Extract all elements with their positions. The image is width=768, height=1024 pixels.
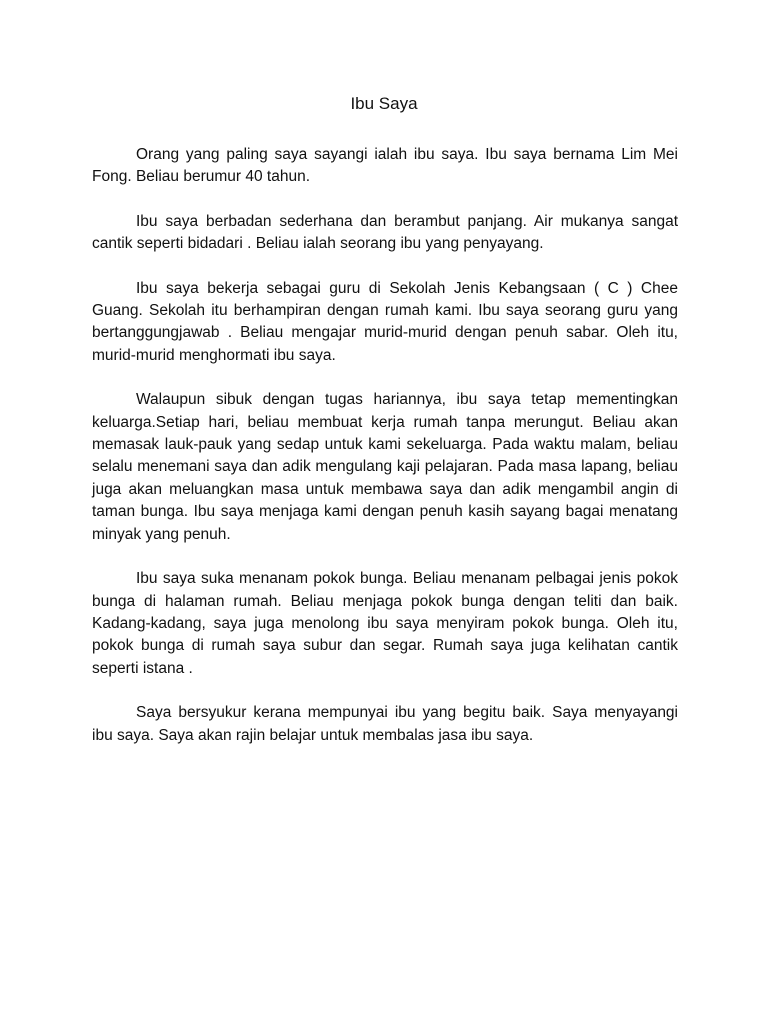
paragraph-hobby: Ibu saya suka menanam pokok bunga. Beliau menanam pelbagai jenis pokok bunga di halaman rumah. Beliau menjaga pokok bunga dengan teliti dan baik. Kadang-kadang, saya juga menolong ibu saya menyiram pokok bunga. Oleh itu, pokok bunga di rumah saya subur dan segar. Rumah saya juga kelihatan cantik seperti istana . — [92, 570, 678, 677]
paragraph-family: Walaupun sibuk dengan tugas hariannya, ibu saya tetap mementingkan keluarga.Setiap hari, beliau membuat kerja rumah tanpa merungut. Beliau akan memasak lauk-pauk yang sedap untuk kami sekeluarga. Pada waktu malam, beliau selalu menemani saya dan adik mengulang kaji pelajaran. Pada masa lapang, beliau juga akan meluangkan masa untuk membawa saya dan adik mengambil angin di taman bunga. Ibu saya menjaga kami dengan penuh kasih sayang bagai menatang minyak yang penuh. — [92, 391, 678, 543]
paragraph-intro: Orang yang paling saya sayangi ialah ibu saya. Ibu saya bernama Lim Mei Fong. Beliau berumur 40 tahun. — [92, 146, 678, 186]
document-title: Ibu Saya — [350, 94, 418, 113]
paragraph-work: Ibu saya bekerja sebagai guru di Sekolah Jenis Kebangsaan ( C ) Chee Guang. Sekolah itu berhampiran dengan rumah kami. Ibu saya seorang guru yang bertanggungjawab . Beliau mengajar murid-murid dengan penuh sabar. Oleh itu, murid-murid menghormati ibu saya. — [92, 279, 678, 364]
paragraph-conclusion: Saya bersyukur kerana mempunyai ibu yang begitu baik. Saya menyayangi ibu saya. Saya akan rajin belajar untuk membalas jasa ibu saya. — [92, 704, 678, 744]
paragraph-appearance: Ibu saya berbadan sederhana dan berambut panjang. Air mukanya sangat cantik seperti bidadari . Beliau ialah seorang ibu yang penyayang. — [92, 212, 678, 253]
document-body — [92, 144, 678, 769]
